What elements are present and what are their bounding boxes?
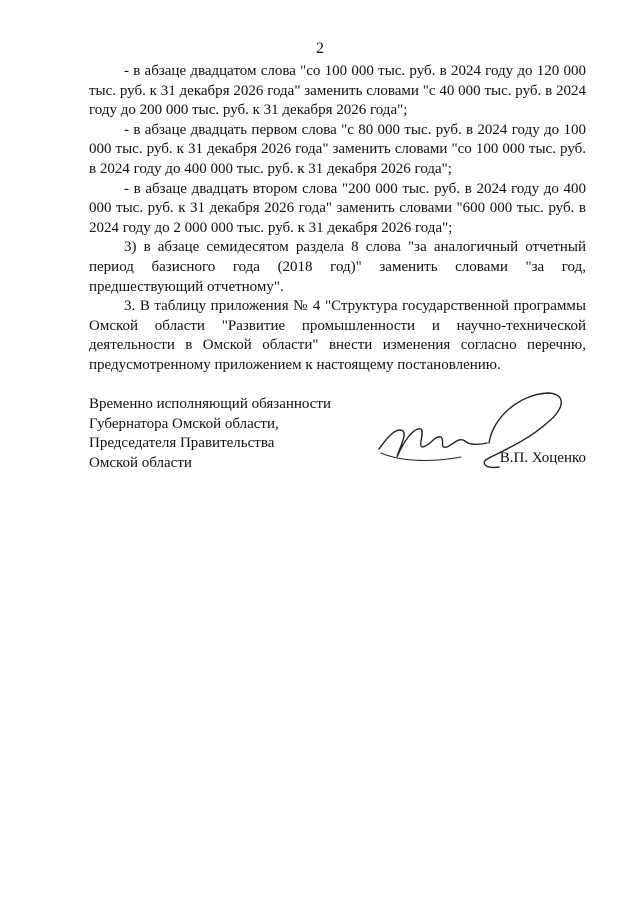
- document-body: [89, 62, 586, 376]
- signatory-position-line: Губернатора Омской области,: [89, 415, 279, 432]
- paragraph-table-appendix: 3. В таблицу приложения № 4 "Структура государственной программы Омской области "Развитие промышленности и научно-технической деятельности в Омской области" внести изменения согласно перечню, предусмотренному приложением к настоящему постановлению.: [89, 298, 586, 373]
- paragraph-amend-22: - в абзаце двадцать втором слова "200 000 тыс. руб. в 2024 году до 400 000 тыс. руб. к 31 декабря 2026 года" заменить словами "600 000 тыс. руб. в 2024 году до 2 000 000 тыс. руб. к 31 декабря 2026 года";: [89, 180, 586, 236]
- signature-block: [89, 395, 586, 485]
- signatory-position-line: Временно исполняющий обязанности: [89, 396, 332, 412]
- signatory-name: В.П. Хоценко: [499, 450, 586, 466]
- paragraph-amend-70: 3) в абзаце семидесятом раздела 8 слова "за аналогичный отчетный период базисного года (2018 год)" заменить словами "за год, предшествующий отчетному".: [89, 239, 586, 295]
- signatory-position-line: Омской области: [89, 454, 192, 471]
- page-number: 2: [316, 40, 324, 57]
- paragraph-amend-21: - в абзаце двадцать первом слова "с 80 000 тыс. руб. в 2024 году до 100 000 тыс. руб. к 31 декабря 2026 года" заменить словами "со 100 000 тыс. руб. в 2024 году до 400 000 тыс. руб. к 31 декабря 2026 года";: [89, 121, 586, 177]
- paragraph-amend-20: - в абзаце двадцатом слова "со 100 000 тыс. руб. в 2024 году до 120 000 тыс. руб. к 31 декабря 2026 года" заменить словами "с 40 000 тыс. руб. в 2024 году до 200 000 тыс. руб. к 31 декабря 2026 года";: [89, 63, 586, 119]
- signatory-position-line: Председателя Правительства: [89, 435, 275, 451]
